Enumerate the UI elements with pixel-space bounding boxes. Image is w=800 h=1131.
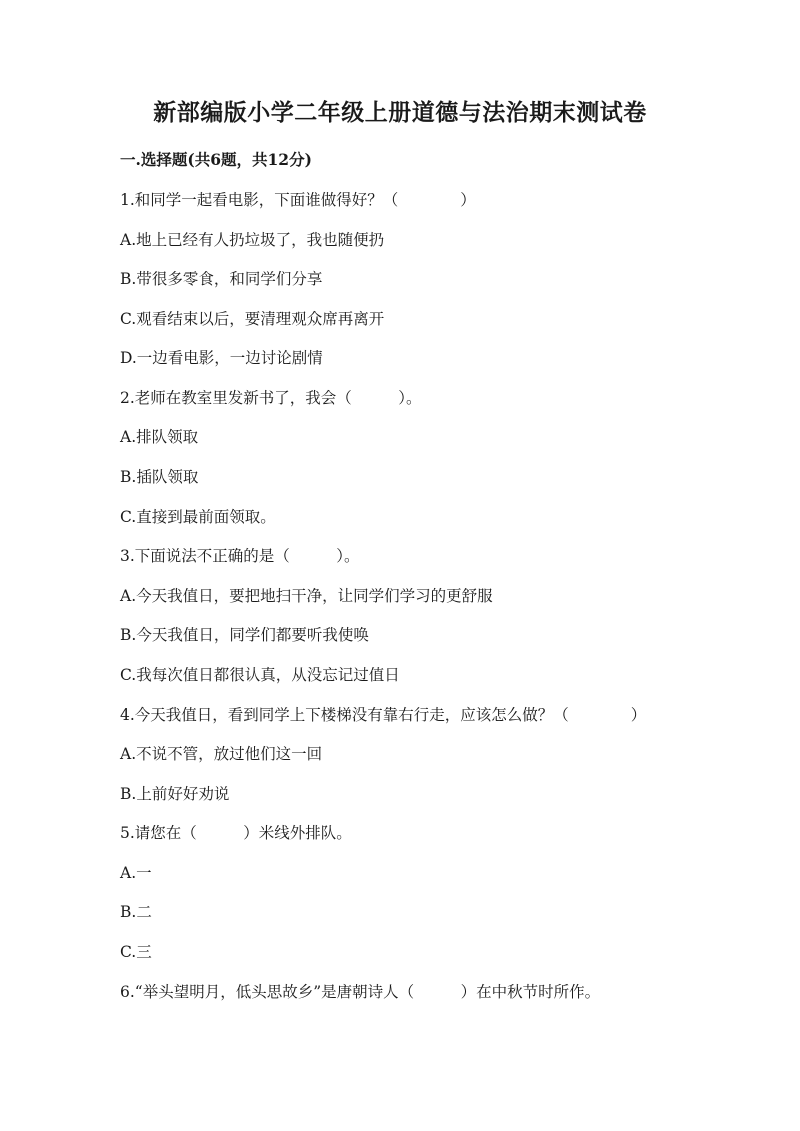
question-2-option-a: A.排队领取 [120, 428, 199, 446]
question-5-option-a: A.一 [120, 864, 152, 882]
question-1-option-a: A.地上已经有人扔垃圾了，我也随便扔 [120, 231, 385, 249]
question-4-option-b: B.上前好好劝说 [120, 785, 230, 803]
question-2-option-b: B.插队领取 [120, 468, 199, 486]
question-1-option-b: B.带很多零食，和同学们分享 [120, 270, 323, 288]
question-3-option-c: C.我每次值日都很认真，从没忘记过值日 [120, 666, 400, 684]
question-3-stem: 3.下面说法不正确的是（ ）。 [120, 547, 360, 565]
question-5-stem: 5.请您在（ ）米线外排队。 [120, 824, 352, 842]
question-1-option-d: D.一边看电影，一边讨论剧情 [120, 349, 323, 367]
question-4-option-a: A.不说不管，放过他们这一回 [120, 745, 323, 763]
question-4-stem: 4.今天我值日，看到同学上下楼梯没有靠右行走，应该怎么做？（ ） [120, 706, 647, 724]
question-3-option-b: B.今天我值日，同学们都要听我使唤 [120, 626, 369, 644]
question-6-stem: 6.“举头望明月，低头思故乡”是唐朝诗人（ ）在中秋节时所作。 [120, 983, 601, 1001]
question-1-option-c: C.观看结束以后，要清理观众席再离开 [120, 310, 385, 328]
question-2-option-c: C.直接到最前面领取。 [120, 508, 276, 526]
section-header: 一.选择题(共6题，共12分) [120, 150, 312, 169]
question-5-option-c: C.三 [120, 943, 152, 961]
page-title: 新部编版小学二年级上册道德与法治期末测试卷 [153, 99, 647, 126]
question-3-option-a: A.今天我值日，要把地扫干净，让同学们学习的更舒服 [120, 587, 493, 605]
question-5-option-b: B.二 [120, 903, 152, 921]
question-2-stem: 2.老师在教室里发新书了，我会（ ）。 [120, 389, 422, 407]
question-1-stem: 1.和同学一起看电影，下面谁做得好？（ ） [120, 191, 476, 209]
